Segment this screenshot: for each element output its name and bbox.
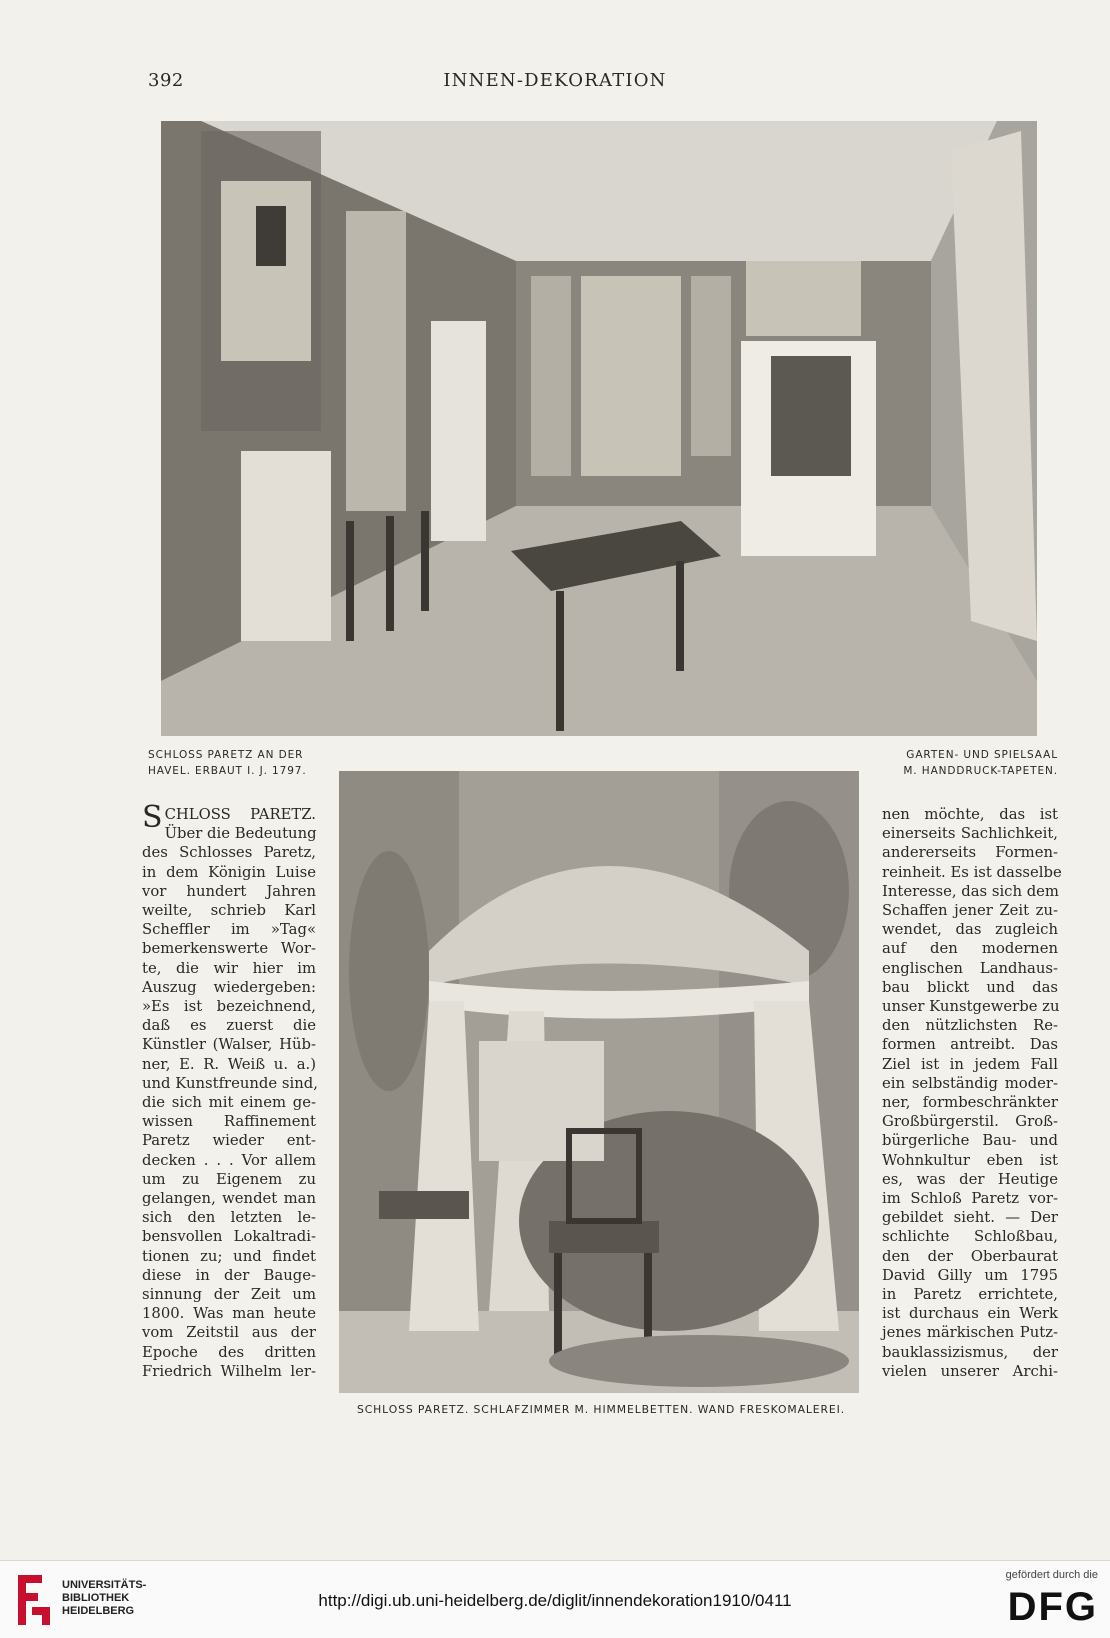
- caption-top-right: [903, 747, 1058, 779]
- text-line: ner, E. R. Weiß u. a.): [142, 1055, 316, 1073]
- text-line: weilte, schrieb Karl: [142, 902, 316, 920]
- library-name-line: BIBLIOTHEK: [62, 1592, 130, 1604]
- text-line: bürgerliche Bau- und: [882, 1132, 1058, 1150]
- funding-label: gefördert durch die: [1005, 1569, 1098, 1581]
- text-line: den der Oberbaurat: [882, 1247, 1058, 1265]
- dfg-logo[interactable]: DFG: [1007, 1585, 1098, 1629]
- text-line: vielen unserer Archi-: [882, 1362, 1058, 1380]
- text-line: Künstler (Walser, Hüb-: [142, 1036, 316, 1054]
- caption-bedroom: SCHLOSS PARETZ. SCHLAFZIMMER M. HIMMELBETTEN. WAND FRESKOMALEREI.: [356, 1403, 846, 1416]
- text-line: sich den letzten le-: [142, 1209, 316, 1227]
- photo-garden-hall: [161, 121, 1037, 736]
- text-line: um zu Eigenem zu: [142, 1170, 316, 1188]
- text-line: ist durchaus ein Werk: [882, 1305, 1058, 1323]
- library-name-line: UNIVERSITÄTS-: [62, 1579, 147, 1591]
- page-number: 392: [148, 70, 184, 91]
- text-line: bemerkenswerte Wor-: [142, 940, 316, 958]
- text-line: wissen Raffinement: [142, 1113, 316, 1131]
- text-line: decken . . . Vor allem: [142, 1151, 316, 1169]
- drop-cap: S: [142, 800, 163, 835]
- text-line: Interesse, das sich dem: [882, 882, 1059, 900]
- text-line: die sich mit einem ge-: [142, 1094, 316, 1112]
- running-title: INNEN-DEKORATION: [443, 70, 667, 91]
- text-line: Schaffen jener Zeit zu-: [882, 902, 1058, 920]
- text-line: des Schlosses Paretz,: [142, 844, 316, 862]
- text-line: 1800. Was man heute: [142, 1305, 316, 1323]
- text-line: wendet, das zugleich: [882, 921, 1058, 939]
- text-line: reinheit. Es ist dasselbe: [882, 863, 1062, 881]
- text-line: in dem Königin Luise: [142, 863, 316, 881]
- text-line: Ziel ist in jedem Fall: [882, 1055, 1058, 1073]
- caption-top-left: [148, 747, 307, 779]
- photo-bedroom: [339, 771, 859, 1393]
- library-name-line: HEIDELBERG: [62, 1605, 135, 1617]
- text-line: bauklassizismus, der: [882, 1343, 1058, 1361]
- text-line: Wohnkultur eben ist: [882, 1151, 1058, 1169]
- text-line: unser Kunstgewerbe zu: [882, 998, 1060, 1016]
- text-line: Scheffler im »Tag«: [142, 921, 316, 939]
- text-line: David Gilly um 1795: [882, 1266, 1058, 1284]
- text-line: jenes märkischen Putz-: [882, 1324, 1058, 1342]
- article-left-column: [142, 800, 318, 1381]
- text-line: ner, formbeschränkter: [882, 1094, 1058, 1112]
- text-line: und Kunstfreunde sind,: [142, 1074, 318, 1092]
- footer-bar: [0, 1560, 1110, 1638]
- text-line: formen antreibt. Das: [882, 1036, 1058, 1054]
- text-line: ein selbständig moder-: [882, 1074, 1058, 1092]
- text-line: Friedrich Wilhelm ler-: [142, 1362, 316, 1380]
- text-line: Epoche des dritten: [142, 1343, 316, 1361]
- text-line: tionen zu; und findet: [142, 1247, 316, 1265]
- text-line: vor hundert Jahren: [142, 882, 316, 900]
- text-line: schlichte Schloßbau,: [882, 1228, 1058, 1246]
- text-line: daß es zuerst die: [142, 1017, 316, 1035]
- caption-line: GARTEN- UND SPIELSAAL: [906, 749, 1058, 761]
- caption-line: M. HANDDRUCK-TAPETEN.: [903, 765, 1058, 777]
- article-right-column: [882, 805, 1062, 1381]
- text-line: CHLOSS PARETZ.: [164, 806, 316, 823]
- text-line: sinnung der Zeit um: [142, 1286, 316, 1304]
- text-line: »Es ist bezeichnend,: [142, 998, 316, 1016]
- text-line: gebildet sieht. — Der: [882, 1209, 1058, 1227]
- text-line: den nützlichsten Re-: [882, 1017, 1058, 1035]
- permalink-url[interactable]: http://digi.ub.uni-heidelberg.de/diglit/innendekoration1910/0411: [318, 1591, 792, 1610]
- text-line: Über die Bedeutung: [164, 825, 317, 843]
- text-line: te, die wir hier im: [142, 959, 316, 977]
- text-line: einerseits Sachlichkeit,: [882, 825, 1058, 843]
- text-line: diese in der Bauge-: [142, 1266, 316, 1284]
- text-line: bensvollen Lokaltradi-: [142, 1228, 316, 1246]
- text-line: es, was der Heutige: [882, 1170, 1058, 1188]
- text-line: im Schloß Paretz vor-: [882, 1190, 1058, 1208]
- text-line: Großbürgerstil. Groß-: [882, 1113, 1058, 1131]
- text-line: gelangen, wendet man: [142, 1190, 316, 1208]
- text-line: vom Zeitstil aus der: [142, 1324, 316, 1342]
- text-line: englischen Landhaus-: [882, 959, 1058, 977]
- text-line: andererseits Formen-: [882, 844, 1058, 862]
- caption-line: SCHLOSS PARETZ AN DER: [148, 749, 304, 761]
- text-line: auf den modernen: [882, 940, 1058, 958]
- text-line: Auszug wiedergeben:: [142, 978, 316, 996]
- text-line: in Paretz errichtete,: [882, 1286, 1058, 1304]
- caption-line: HAVEL. ERBAUT I. J. 1797.: [148, 765, 307, 777]
- text-line: nen möchte, das ist: [882, 806, 1058, 823]
- text-line: bau blickt und das: [882, 978, 1058, 996]
- text-line: Paretz wieder ent-: [142, 1132, 316, 1150]
